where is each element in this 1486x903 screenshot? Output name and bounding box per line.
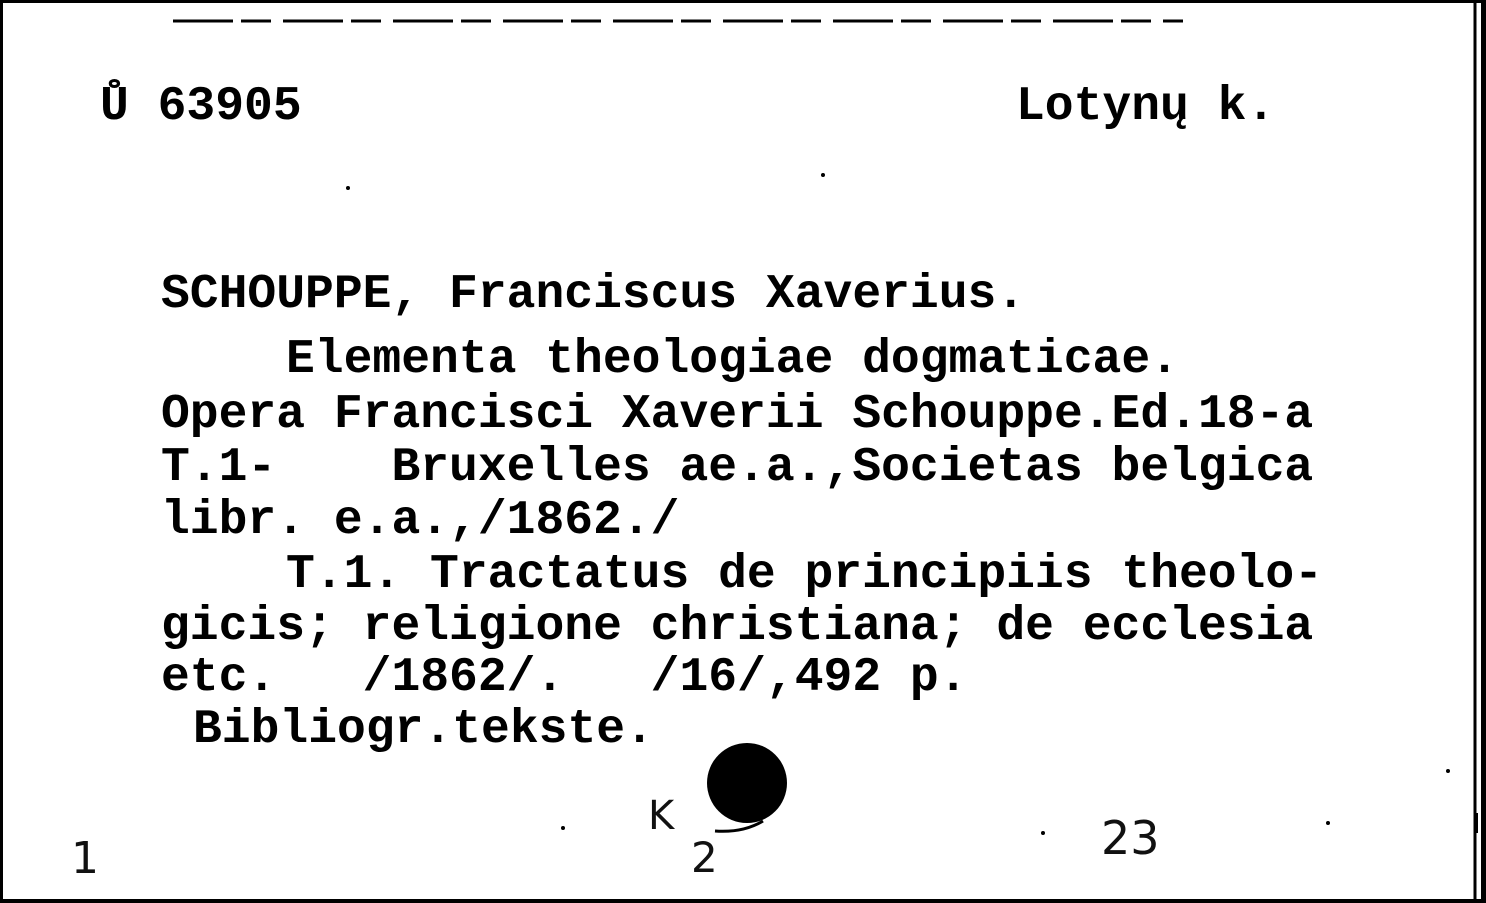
handwritten-left-mark: 1 [71,833,99,884]
handwritten-middle-mark: K [648,793,675,839]
handwritten-right-number: 23 [1101,811,1160,865]
body-line: libr. e.a.,/1862./ [161,494,680,548]
handwritten-middle-number: 2 [691,833,718,882]
call-number: Ů 63905 [100,80,302,134]
body-line: gicis; religione christiana; de ecclesia [161,600,1314,654]
author-heading: SCHOUPPE, Franciscus Xaverius. [161,268,1026,322]
body-line: T.1- Bruxelles ae.a.,Societas belgica [161,441,1314,495]
body-line: Opera Francisci Xaverii Schouppe.Ed.18-a [161,388,1314,442]
body-line: etc. /1862/. /16/,492 p. [161,651,968,705]
body-line: T.1. Tractatus de principiis theolo- [286,548,1323,602]
stray-marks [3,3,1481,899]
collection-label: Lotynų k. [1016,80,1276,134]
title-line: Elementa theologiae dogmaticae. [286,333,1179,387]
notes-line: Bibliogr.tekste. [193,703,654,757]
catalog-card [3,3,1481,899]
